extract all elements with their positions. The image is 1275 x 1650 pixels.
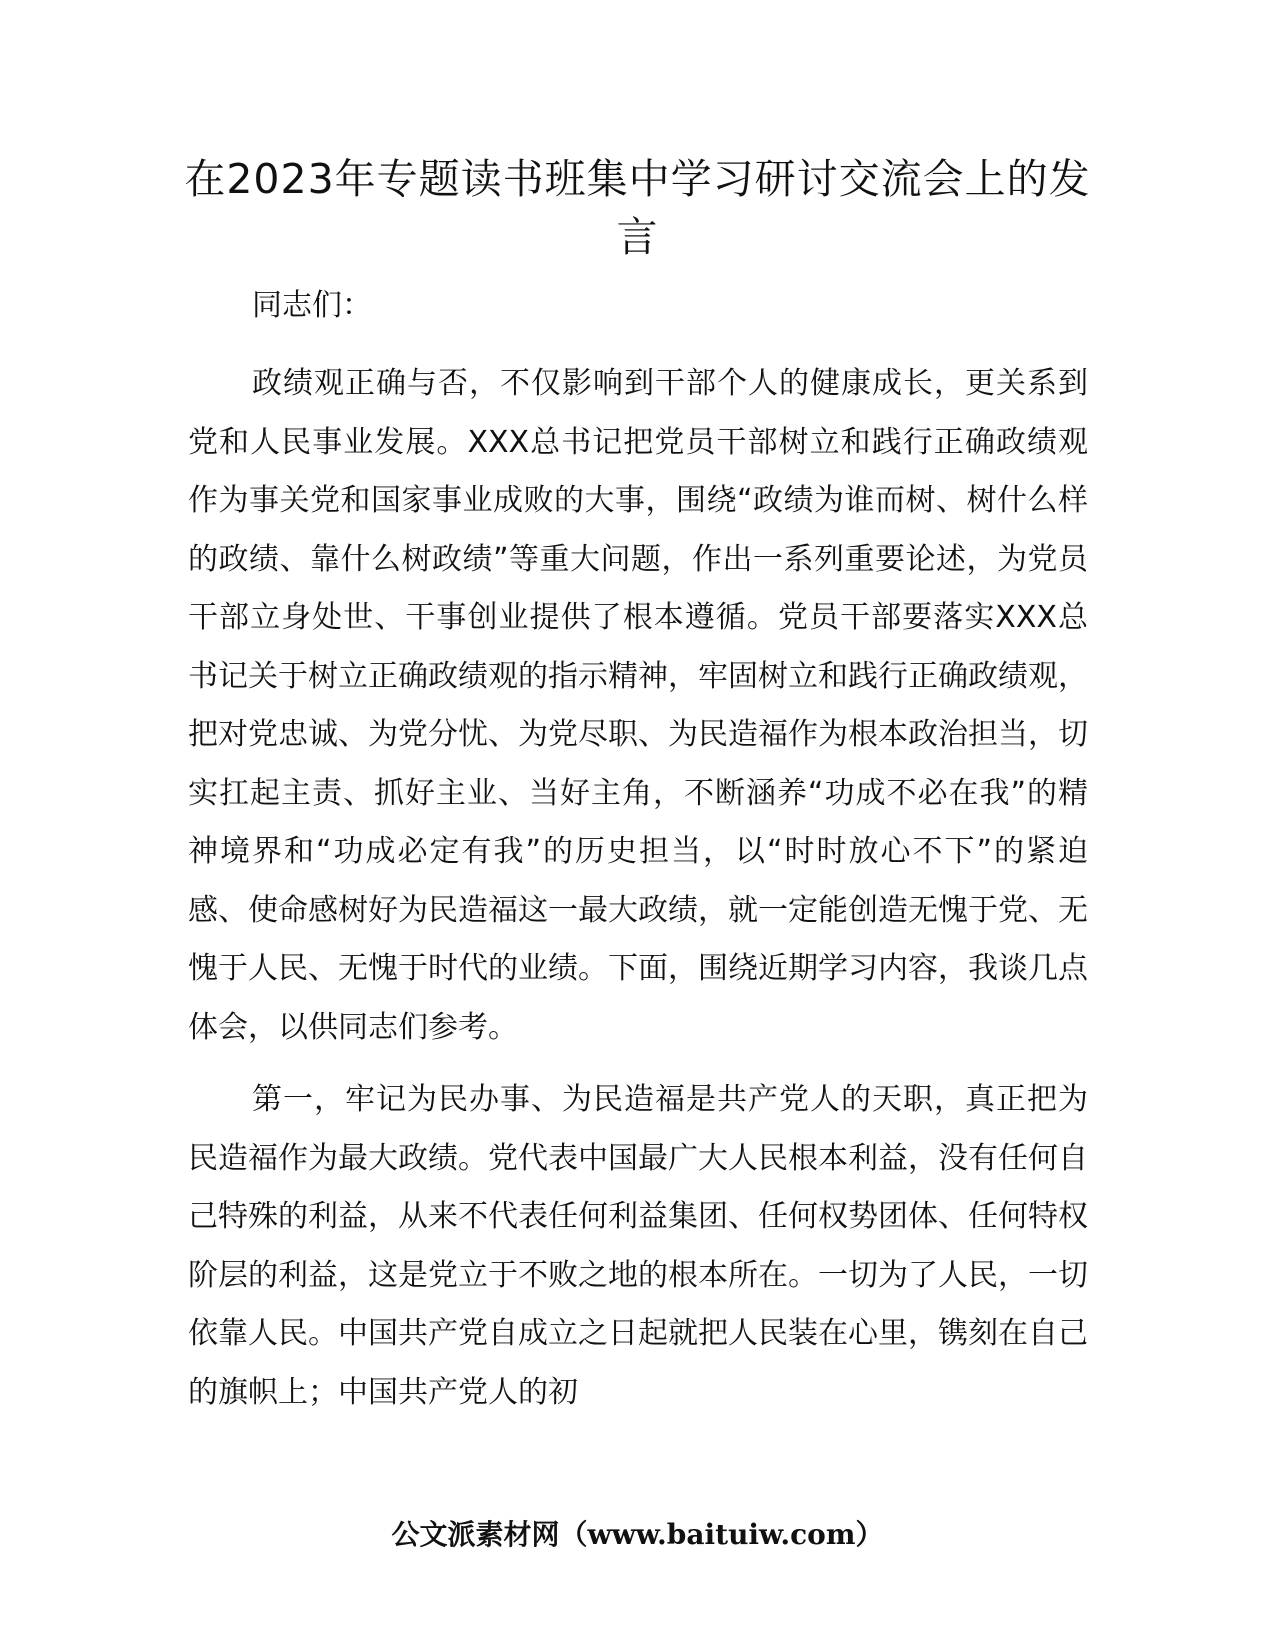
document-body — [188, 285, 1088, 1436]
paragraph-1: 政绩观正确与否，不仅影响到干部个人的健康成长，更关系到党和人民事业发展。XXX总书记把党员干部树立和践行正确政绩观作为事关党和国家事业成败的大事，围绕“政绩为谁而树、树什么样的政绩、靠什么树政绩”等重大问题，作出一系列重要论述，为党员干部立身处世、干事创业提供了根本遵循。党员干部要落实XXX总书记关于树立正确政绩观的指示精神，牢固树立和践行正确政绩观，把对党忠诚、为党分忧、为党尽职、为民造福作为根本政治担当，切实扛起主责、抓好主业、当好主角，不断涵养“功成不必在我”的精神境界和“功成必定有我”的历史担当，以“时时放心不下”的紧迫感、使命感树好为民造福这一最大政绩，就一定能创造无愧于党、无愧于人民、无愧于时代的业绩。下面，围绕近期学习内容，我谈几点体会，以供同志们参考。 — [188, 366, 1088, 1045]
footer-watermark: 公文派素材网（www.baituiw.com） — [391, 1518, 884, 1551]
greeting: 同志们： — [252, 288, 372, 323]
document-title: 在2023年专题读书班集中学习研讨交流会上的发言 — [184, 155, 1091, 261]
paragraph-2: 第一，牢记为民办事、为民造福是共产党人的天职，真正把为民造福作为最大政绩。党代表中国最广大人民根本利益，没有任何自己特殊的利益，从来不代表任何利益集团、任何权势团体、任何特权阶层的利益，这是党立于不败之地的根本所在。一切为了人民，一切依靠人民。中国共产党自成立之日起就把人民装在心里，镌刻在自己的旗帜上；中国共产党人的初 — [188, 1082, 1088, 1410]
